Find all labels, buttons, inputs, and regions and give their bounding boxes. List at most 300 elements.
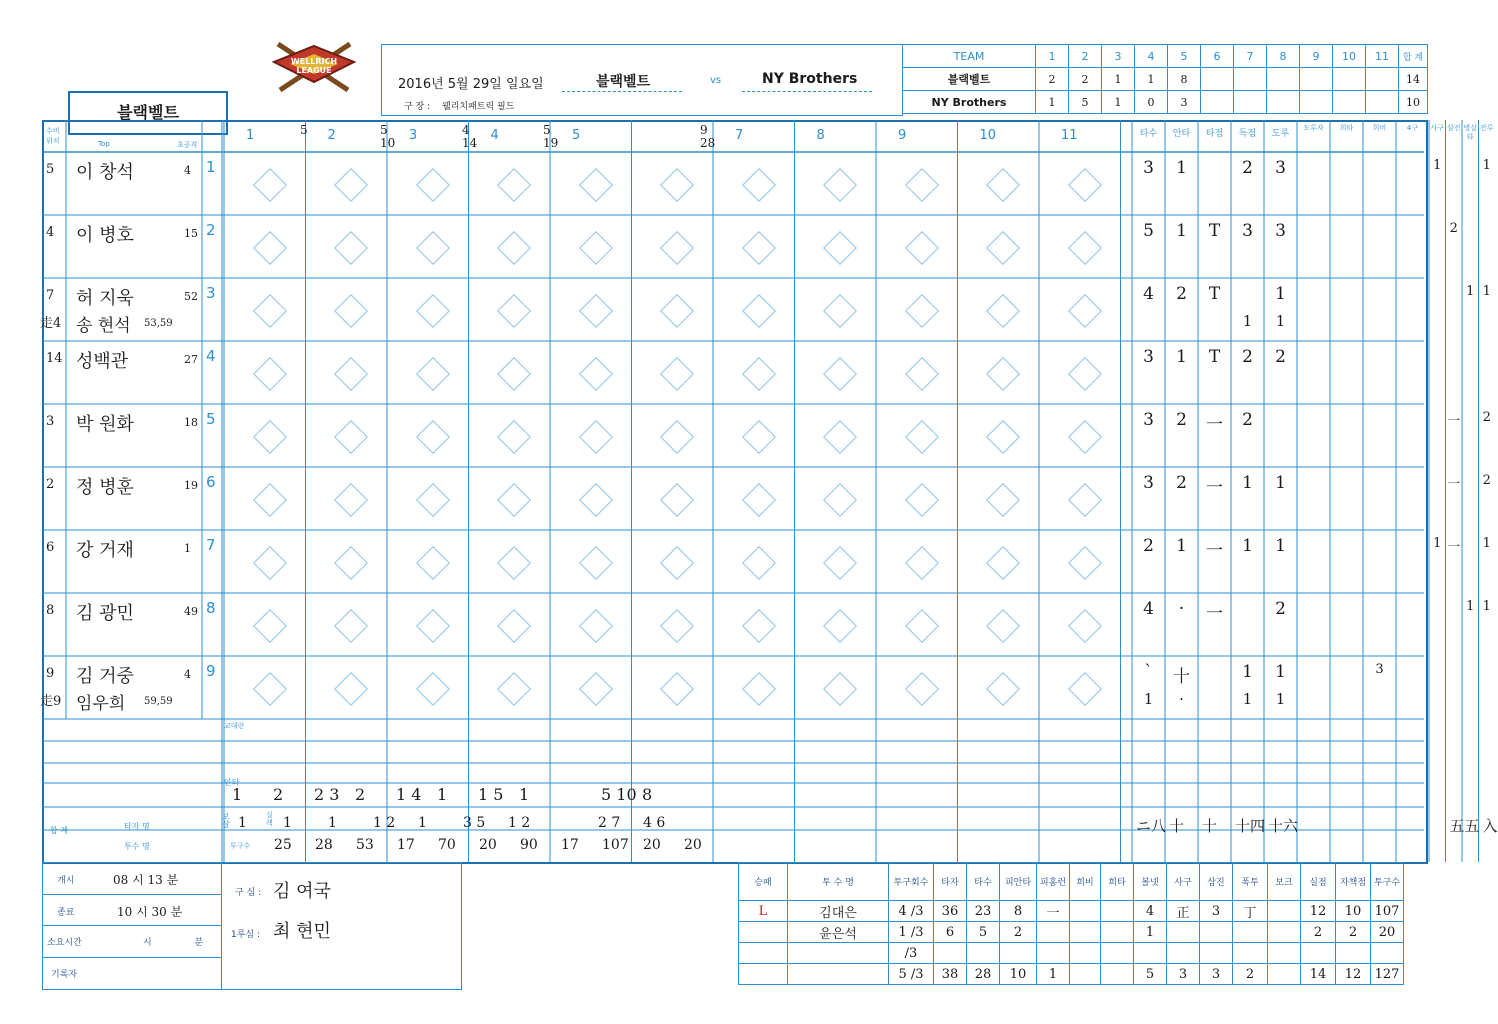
pitching-cell: 一 [1037,901,1070,922]
batter-number: 15 [184,227,198,240]
linescore-score [1333,68,1366,91]
batter-stat: 1 [1242,662,1253,682]
umpire-label: 구 심 : [235,888,262,898]
pitching-cell: 6 [934,922,967,943]
inning-header: 2 [327,128,336,143]
batter-number: 4 [184,668,191,681]
linescore-score [1267,68,1300,91]
pitching-cell [1233,943,1268,964]
stadium-label: 구 장 : [404,102,431,112]
batter-stat: 2 [1449,221,1458,236]
pitching-cell: 2 [1336,922,1371,943]
batter-stat: T [1208,347,1221,367]
sub-stat: 1 [1275,690,1286,708]
pitching-row [739,964,1404,985]
batter-stat: 2 [1242,347,1253,367]
pitching-cell: 20 [1371,922,1404,943]
batter-stat: 一 [1206,541,1223,561]
batter-stat: 2 [1176,473,1187,493]
pitching-cell [1268,964,1301,985]
pitching-header: 자책점 [1336,863,1371,901]
recorder-label: 기록자 [51,970,78,980]
pitching-cell [967,943,1000,964]
linescore-score: 8 [1168,68,1201,91]
linescore-team: NY Brothers [903,91,1036,114]
batter-stat: 1 [1433,536,1442,551]
batter-number: 4 [184,164,191,177]
total-stat: 入 [1482,817,1498,835]
inning-pitches: 107 [602,837,629,853]
inning-header: 9 [898,128,907,143]
pitching-cell [1268,901,1301,922]
inning-bb: 1 [238,815,247,831]
stat-header: 병살타 [1463,124,1478,141]
linescore-inning: 7 [1234,45,1267,68]
linescore-inning: 1 [1036,45,1069,68]
pitching-cell [1101,943,1134,964]
batter-name: 허 지욱 [76,288,134,309]
pitching-cell: 2 [1301,922,1336,943]
batter-number: 27 [184,353,198,366]
batter-stat: 2 [1482,473,1491,488]
batter-name: 박 원화 [76,414,134,435]
inning-pitches: 17 [561,837,579,853]
batter-name: 김 거중 [76,666,134,687]
pitching-cell: 윤은석 [788,922,889,943]
pitching-cell: 36 [934,901,967,922]
stat-header: 도루 [1271,129,1290,139]
pitching-cell [1336,943,1371,964]
pitching-row [739,901,1404,922]
umpire1-label: 1루심 : [231,930,261,940]
pitching-cell: 3 [1200,901,1233,922]
batter-position: 2 [46,477,55,492]
stat-header: 타점 [1205,129,1224,139]
linescore-score [1234,68,1267,91]
linescore-score [1234,91,1267,114]
inning-header: 4 [490,128,499,143]
pitching-header: 보크 [1268,863,1301,901]
hits-label: 안타 [224,778,240,787]
batter-stat: 1 [1482,599,1491,614]
running-total: 5 19 [543,123,559,150]
batter-number: 52 [184,290,198,303]
linescore-score: 1 [1102,91,1135,114]
linescore-inning: 10 [1333,45,1366,68]
stadium-name: 웰리치패트릭 필드 [442,102,515,112]
running-total: 5 10 [380,123,396,150]
linescore-team: 블랙벨트 [903,68,1036,91]
sub-stat: 1 [1143,690,1154,708]
inning-hits: 1 4 [396,785,422,804]
linescore-score [1201,68,1234,91]
running-total: 9 28 [700,123,716,150]
err-label: 실 책 [266,811,273,827]
inning-bb: 1 [328,815,337,831]
batter-position: 6 [46,540,55,555]
stat-header: 도루자 [1303,124,1324,132]
batting-order: 7 [206,536,216,554]
pitcher-label: 투수 명 [124,842,150,851]
pitching-cell: /3 [889,943,934,964]
inning-hits: 8 [642,785,653,804]
col-pos-header: 수비 위치 [46,127,60,145]
pitching-table [738,862,1404,985]
sub-stat: 1 [1242,690,1253,708]
pitching-cell: 1 [1037,964,1070,985]
end-label: 종료 [57,908,75,918]
sub-name: 임우희 [76,694,126,714]
pitching-cell: 4 /3 [889,901,934,922]
batting-order: 4 [206,347,216,365]
pitching-header: 사구 [1167,863,1200,901]
batter-stat: 一 [1447,477,1461,492]
batter-name: 성백관 [76,351,129,372]
batting-order: 8 [206,599,216,617]
pitching-cell: 2 [1000,922,1037,943]
inning-pitches: 17 [397,837,415,853]
start-label: 개시 [57,876,75,886]
pitching-cell [1301,943,1336,964]
pitching-header: 투구수 [1371,863,1404,901]
inning-hits: 1 5 [478,785,504,804]
batter-stat: 2 [1143,536,1154,556]
inning-header: 1 [246,128,255,143]
sub-stat: 1 [1242,312,1253,330]
linescore-inning: 4 [1135,45,1168,68]
pitching-cell [1101,901,1134,922]
batter-stat: 1 [1482,284,1491,299]
batting-order: 2 [206,221,216,239]
pitching-cell [1070,943,1101,964]
inning-hits: 1 [437,785,448,804]
batter-stat: 1 [1275,536,1286,556]
pitching-header: 피안타 [1000,863,1037,901]
pitching-header: 타수 [967,863,1000,901]
batter-stat: 1 [1482,536,1491,551]
pitching-cell: 1 /3 [889,922,934,943]
inning-hits: 2 [273,785,284,804]
batter-stat: 1 [1275,284,1286,304]
exchange-label: 교대런 [224,722,245,730]
batter-stat: 3 [1143,473,1154,493]
linescore-score [1201,91,1234,114]
pitching-cell [1070,964,1101,985]
batter-name: 김 광민 [76,603,134,624]
batter-name: 이 창석 [76,162,134,183]
inning-pitches: 70 [438,837,456,853]
pitching-row [739,922,1404,943]
inning-header: 3 [409,128,418,143]
inning-pitches: 25 [274,837,292,853]
inning-bb: 3 5 [463,815,486,831]
total-stat: 五五 [1449,817,1480,835]
batter-stat: 一 [1206,478,1223,498]
pitching-header: 타자 [934,863,967,901]
pitching-header: 승패 [739,863,788,901]
stat-header: 희비 [1372,124,1387,132]
pitching-header: 볼넷 [1134,863,1167,901]
batter-stat: T [1208,221,1221,241]
pitching-cell: 正 [1167,901,1200,922]
batter-stat: T [1208,284,1221,304]
pitching-cell [1000,943,1037,964]
linescore-score: 5 [1069,91,1102,114]
batting-order: 6 [206,473,216,491]
inning-pitches: 53 [356,837,374,853]
away-team-name: NY Brothers [762,71,858,87]
sub-stat: · [1179,690,1184,708]
inning-bb: 4 6 [643,815,666,831]
start-time: 08 시 13 분 [113,873,179,887]
pitching-header: 희비 [1070,863,1101,901]
batter-stat: 4 [1143,599,1154,619]
inning-bb: 1 2 [373,815,396,831]
game-date: 2016년 5월 29일 일요일 [398,77,544,92]
pitching-cell: 14 [1301,964,1336,985]
pitching-cell [1268,922,1301,943]
sub-number: 53,59 [144,318,173,329]
pitching-cell [1371,943,1404,964]
pitching-header: 투 수 명 [788,863,889,901]
batter-stat: 3 [1375,662,1384,677]
linescore-inning: 9 [1300,45,1333,68]
batter-number: 1 [184,542,191,555]
batter-position: 9 [46,666,55,681]
batter-stat: 2 [1176,410,1187,430]
vs-label: vs [710,75,722,86]
game-header [381,44,903,116]
pitching-cell [1268,943,1301,964]
batter-stat: 1 [1176,221,1187,241]
batting-order: 3 [206,284,216,302]
batter-stat: · [1178,599,1185,619]
umpire-name: 김 여국 [273,881,331,902]
inning-header: 10 [979,128,997,143]
total-stat: 十六 [1268,817,1299,835]
pitching-cell [1233,922,1268,943]
linescore-team-header: TEAM [903,45,1036,68]
game-info [42,862,462,990]
stat-header: 사구 [1430,124,1445,132]
batter-stat: 3 [1275,221,1286,241]
team-name: 블랙벨트 [117,103,179,122]
batter-stat: 十 [1173,667,1190,687]
inning-hits: 5 10 [601,785,637,804]
pitching-cell: 10 [1336,901,1371,922]
pitching-header: 투구회수 [889,863,934,901]
pitching-cell: 5 [967,922,1000,943]
league-logo [268,42,360,92]
pitching-cell [739,922,788,943]
inning-header: 7 [735,128,744,143]
batter-stat: 3 [1275,158,1286,178]
sub-position: 走4 [40,316,62,331]
linescore-total: 14 [1399,68,1428,91]
linescore-score [1300,68,1333,91]
linescore-row-away [903,91,1428,114]
inning-header: 11 [1061,128,1078,143]
pitching-cell [1200,943,1233,964]
stat-header: 잔루 [1479,124,1494,132]
stat-header: 4구 [1406,124,1419,132]
pitching-cell [1101,922,1134,943]
pitching-cell: 5 /3 [889,964,934,985]
pitching-cell [1200,922,1233,943]
inning-pitches: 20 [684,837,702,853]
batter-stat: 2 [1275,599,1286,619]
pitching-header: 실점 [1301,863,1336,901]
pitching-cell: 丁 [1233,901,1268,922]
batter-stat: 5 [1143,221,1154,241]
batter-number: 49 [184,605,198,618]
batter-stat: 3 [1143,347,1154,367]
inning-pitches: 20 [479,837,497,853]
stat-header: 득점 [1238,129,1257,139]
pitching-cell [1134,943,1167,964]
pitching-cell [1167,922,1200,943]
pitching-cell [788,943,889,964]
linescore-score [1300,91,1333,114]
inning-pitches: 28 [315,837,333,853]
pitching-cell: 8 [1000,901,1037,922]
batter-stat: 1 [1176,536,1187,556]
pitching-cell [1101,964,1134,985]
batting-order: 5 [206,410,216,428]
linescore-score [1366,68,1399,91]
batter-stat: 2 [1242,158,1253,178]
inning-header: 5 [572,128,581,143]
pitching-cell [1070,922,1101,943]
linescore-inning: 3 [1102,45,1135,68]
stat-header: 안타 [1172,129,1191,139]
inning-hits: 2 [355,785,366,804]
running-total: 5 [300,123,308,137]
col-first-header: 초공격 [177,141,198,149]
batter-stat: 一 [1447,414,1461,429]
pitching-cell: 107 [1371,901,1404,922]
batter-position: 7 [46,288,55,303]
pitching-cell [1037,943,1070,964]
pitching-header: 삼진 [1200,863,1233,901]
total-stat: 十 [1202,817,1218,835]
batter-stat: 1 [1482,158,1491,173]
sub-name: 송 현석 [76,316,131,336]
sub-position: 走9 [40,694,62,709]
batter-name: 정 병훈 [76,477,134,498]
umpire1-name: 최 현민 [273,921,331,942]
inning-hits: 1 [519,785,530,804]
pitching-cell: 23 [967,901,1000,922]
batter-stat: 一 [1447,540,1461,555]
linescore-inning: 6 [1201,45,1234,68]
linescore-total: 10 [1399,91,1428,114]
pitching-header: 피홈런 [1037,863,1070,901]
end-time: 10 시 30 분 [117,905,183,919]
batter-stat: 2 [1176,284,1187,304]
linescore-score: 1 [1102,68,1135,91]
linescore-row-home [903,68,1428,91]
pitching-cell [934,943,967,964]
pitching-cell [739,964,788,985]
pitching-cell [1167,943,1200,964]
linescore-total-header: 합 계 [1399,45,1428,68]
batter-stat: 1 [1466,284,1475,299]
linescore-inning: 5 [1168,45,1201,68]
pitching-cell: 38 [934,964,967,985]
stat-header: 타수 [1139,129,1158,139]
linescore-inning: 2 [1069,45,1102,68]
home-team-name: 블랙벨트 [596,74,651,90]
total-stat: ニ八 [1136,817,1167,835]
batter-position: 4 [46,225,55,240]
pitching-row [739,943,1404,964]
linescore-score: 1 [1036,91,1069,114]
batter-position: 14 [46,351,63,366]
linescore [902,44,1428,114]
batter-stat: 2 [1482,410,1491,425]
batter-position: 5 [46,162,55,177]
sub-stat: 1 [1275,312,1286,330]
pitching-cell [739,943,788,964]
batting-order: 9 [206,662,216,680]
batter-stat: 1 [1242,536,1253,556]
pitching-cell: 3 [1167,964,1200,985]
pitching-cell: 12 [1336,964,1371,985]
batter-name: 이 병호 [76,225,134,246]
pitching-cell: 28 [967,964,1000,985]
linescore-score: 1 [1135,68,1168,91]
pitching-cell: 3 [1200,964,1233,985]
linescore-score: 3 [1168,91,1201,114]
batter-number: 18 [184,416,198,429]
pitching-cell [1037,922,1070,943]
batter-stat: 2 [1275,347,1286,367]
col-top-header: Top [98,140,110,148]
inning-hits: 2 3 [314,785,340,804]
batter-position: 3 [46,414,55,429]
batter-stat: 4 [1143,284,1154,304]
pitching-cell: 127 [1371,964,1404,985]
batter-stat: 1 [1466,599,1475,614]
batter-stat: 3 [1143,410,1154,430]
inning-pitches: 20 [643,837,661,853]
batter-stat: 1 [1242,473,1253,493]
linescore-score: 2 [1069,68,1102,91]
batter-stat: 1 [1275,662,1286,682]
batter-stat: 1 [1433,158,1442,173]
sub-number: 59,59 [144,696,173,707]
pitching-cell: 10 [1000,964,1037,985]
logo-text: WELLRICH LEAGUE [290,57,338,75]
bb-label: 보 살 [222,812,230,829]
duration-value: 시 분 [143,938,204,948]
batter-stat: 3 [1143,158,1154,178]
batter-stat: 一 [1206,604,1223,624]
pitches-label: 투구수 [230,842,251,850]
batters-label: 타자 명 [124,822,150,831]
inning-pitches: 90 [520,837,538,853]
total-stat: 十 [1169,817,1185,835]
inning-bb: 1 [283,815,292,831]
pitching-header: 희타 [1101,863,1134,901]
pitching-cell: 5 [1134,964,1167,985]
batter-stat: 1 [1275,473,1286,493]
linescore-score: 2 [1036,68,1069,91]
inning-header: 8 [816,128,825,143]
pitching-cell [788,964,889,985]
inning-bb: 1 2 [508,815,531,831]
